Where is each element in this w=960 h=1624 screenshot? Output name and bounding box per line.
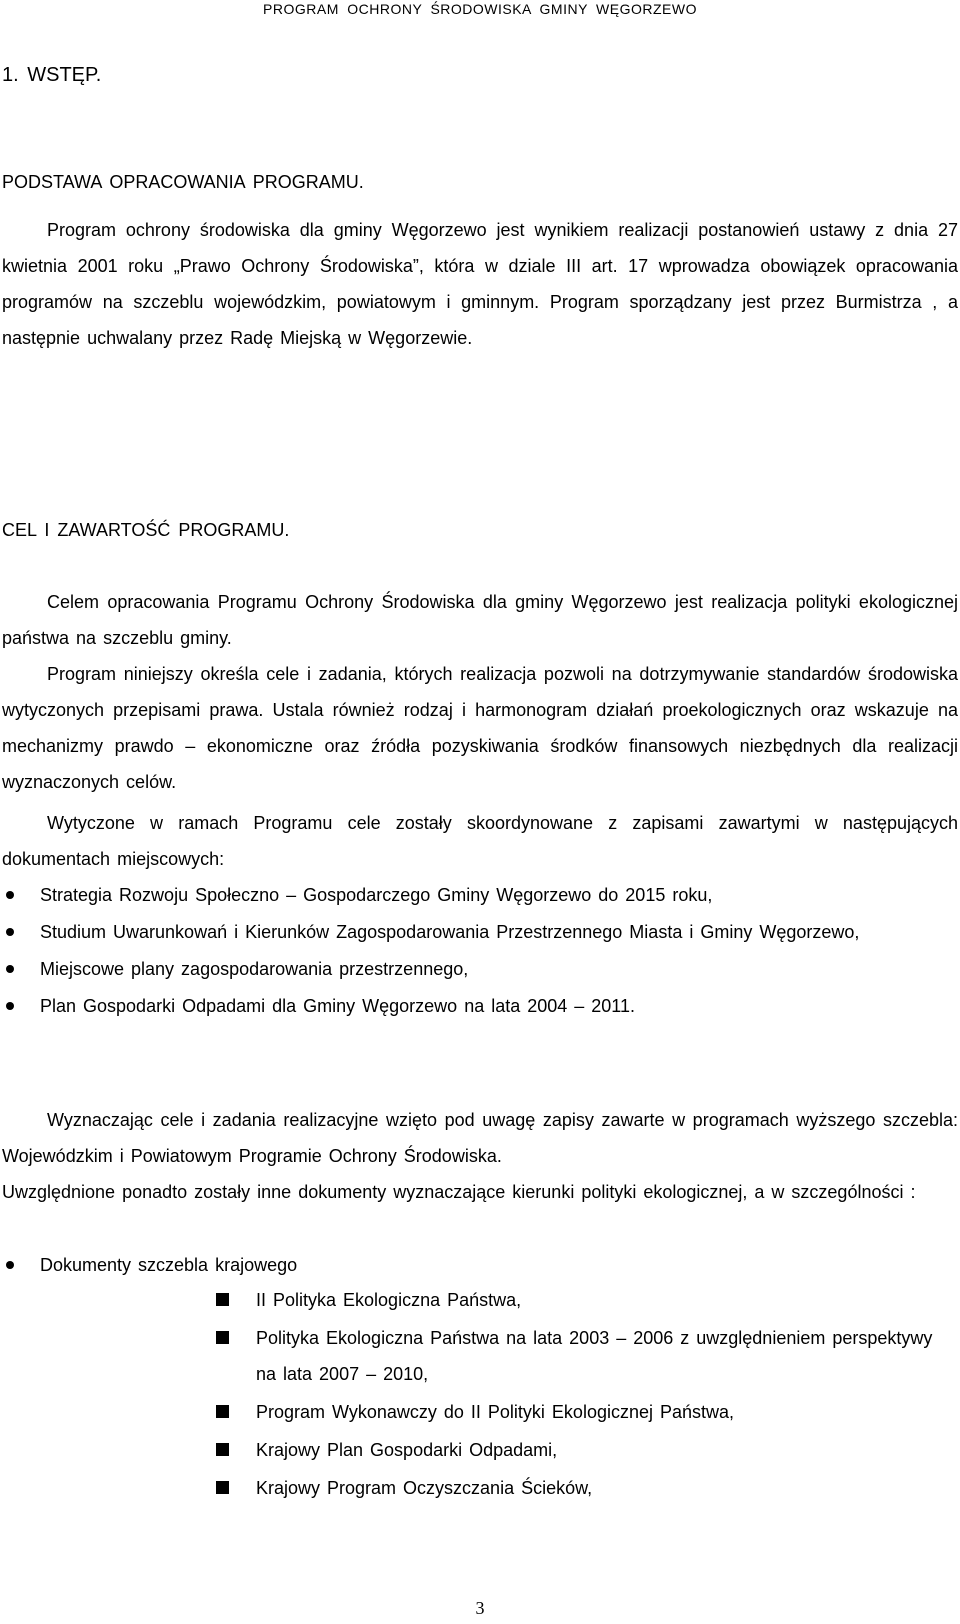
- local-documents-list: [2, 877, 958, 1025]
- list-item: [2, 951, 958, 987]
- list-item-text: II Polityka Ekologiczna Państwa,: [256, 1290, 522, 1310]
- list-item: [216, 1432, 958, 1468]
- list-item-text: Krajowy Program Oczyszczania Ścieków,: [256, 1478, 593, 1498]
- list-item: [2, 877, 958, 913]
- paragraph-goal: Celem opracowania Programu Ochrony Środowiska dla gminy Węgorzewo jest realizacja polityki ekologicznej państwa na szczeblu gminy.: [2, 592, 958, 648]
- bullet-dot-icon: [6, 928, 14, 936]
- bullet-dot-icon: [6, 1261, 14, 1269]
- paragraph-basis: Program ochrony środowiska dla gminy Węgorzewo jest wynikiem realizacji postanowień ustawy z dnia 27 kwietnia 2001 roku „Prawo Ochrony Środowiska”, która w dziale III art. 17 wprowadza obowiązek opracowania programów na szczeblu wojewódzkim, powiatowym i gminnym. Program sporządzany jest przez Burmistrza , a następnie uchwalany przez Radę Miejską w Węgorzewie.: [2, 220, 958, 348]
- bullet-square-icon: [216, 1405, 229, 1418]
- running-header: PROGRAM OCHRONY ŚRODOWISKA GMINY WĘGORZEWO: [263, 1, 697, 17]
- paragraph-coordination: Wytyczone w ramach Programu cele zostały skoordynowane z zapisami zawartymi w następujących dokumentach miejscowych:: [2, 813, 958, 869]
- list-item-text: Program Wykonawczy do II Polityki Ekologicznej Państwa,: [256, 1402, 735, 1422]
- paragraph-scope: Program niniejszy określa cele i zadania, których realizacja pozwoli na dotrzymywanie standardów środowiska wytyczonych przepisami prawa. Ustala również rodzaj i harmonogram działań proekologicznych oraz wskazuje na mechanizmy prawdo – ekonomiczne oraz źródła pozyskiwania środków finansowych niezbędnych dla realizacji wyznaczonych celów.: [2, 664, 958, 792]
- list-item: [2, 988, 958, 1024]
- section-title-goal: CEL I ZAWARTOŚĆ PROGRAMU.: [2, 520, 290, 540]
- section-title-basis: PODSTAWA OPRACOWANIA PROGRAMU.: [2, 172, 364, 192]
- list-item: [216, 1320, 958, 1392]
- paragraph-other-docs: Uwzględnione ponadto zostały inne dokumenty wyznaczające kierunki polityki ekologicznej, a w szczególności :: [2, 1182, 916, 1202]
- list-item-text: Polityka Ekologiczna Państwa na lata 2003 – 2006 z uwzględnieniem perspektywy na lata 2007 – 2010,: [256, 1328, 933, 1384]
- list-item-text: Strategia Rozwoju Społeczno – Gospodarczego Gminy Węgorzewo do 2015 roku,: [40, 885, 713, 905]
- bullet-square-icon: [216, 1443, 229, 1456]
- bullet-square-icon: [216, 1293, 229, 1306]
- bullet-dot-icon: [6, 1002, 14, 1010]
- list-item: [216, 1470, 958, 1506]
- list-item: [216, 1394, 958, 1430]
- bullet-dot-icon: [6, 965, 14, 973]
- list-item-text: Miejscowe plany zagospodarowania przestrzennego,: [40, 959, 469, 979]
- national-documents-list: [216, 1282, 958, 1508]
- page-number: 3: [475, 1598, 485, 1618]
- bullet-square-icon: [216, 1481, 229, 1494]
- paragraph-higher-level: Wyznaczając cele i zadania realizacyjne wzięto pod uwagę zapisy zawarte w programach wyższego szczebla: Wojewódzkim i Powiatowym Programie Ochrony Środowiska.: [2, 1110, 958, 1166]
- list-item-text: Krajowy Plan Gospodarki Odpadami,: [256, 1440, 558, 1460]
- list-item-text: Plan Gospodarki Odpadami dla Gminy Węgorzewo na lata 2004 – 2011.: [40, 996, 635, 1016]
- national-documents-heading-list: [2, 1247, 958, 1283]
- list-item: [2, 1247, 958, 1283]
- bullet-square-icon: [216, 1331, 229, 1344]
- list-item: [216, 1282, 958, 1318]
- list-item-text: Studium Uwarunkowań i Kierunków Zagospodarowania Przestrzennego Miasta i Gminy Węgorzewo,: [40, 922, 860, 942]
- bullet-dot-icon: [6, 891, 14, 899]
- chapter-title: 1. WSTĘP.: [2, 64, 102, 86]
- list-item: [2, 914, 958, 950]
- national-documents-label: Dokumenty szczebla krajowego: [40, 1255, 298, 1275]
